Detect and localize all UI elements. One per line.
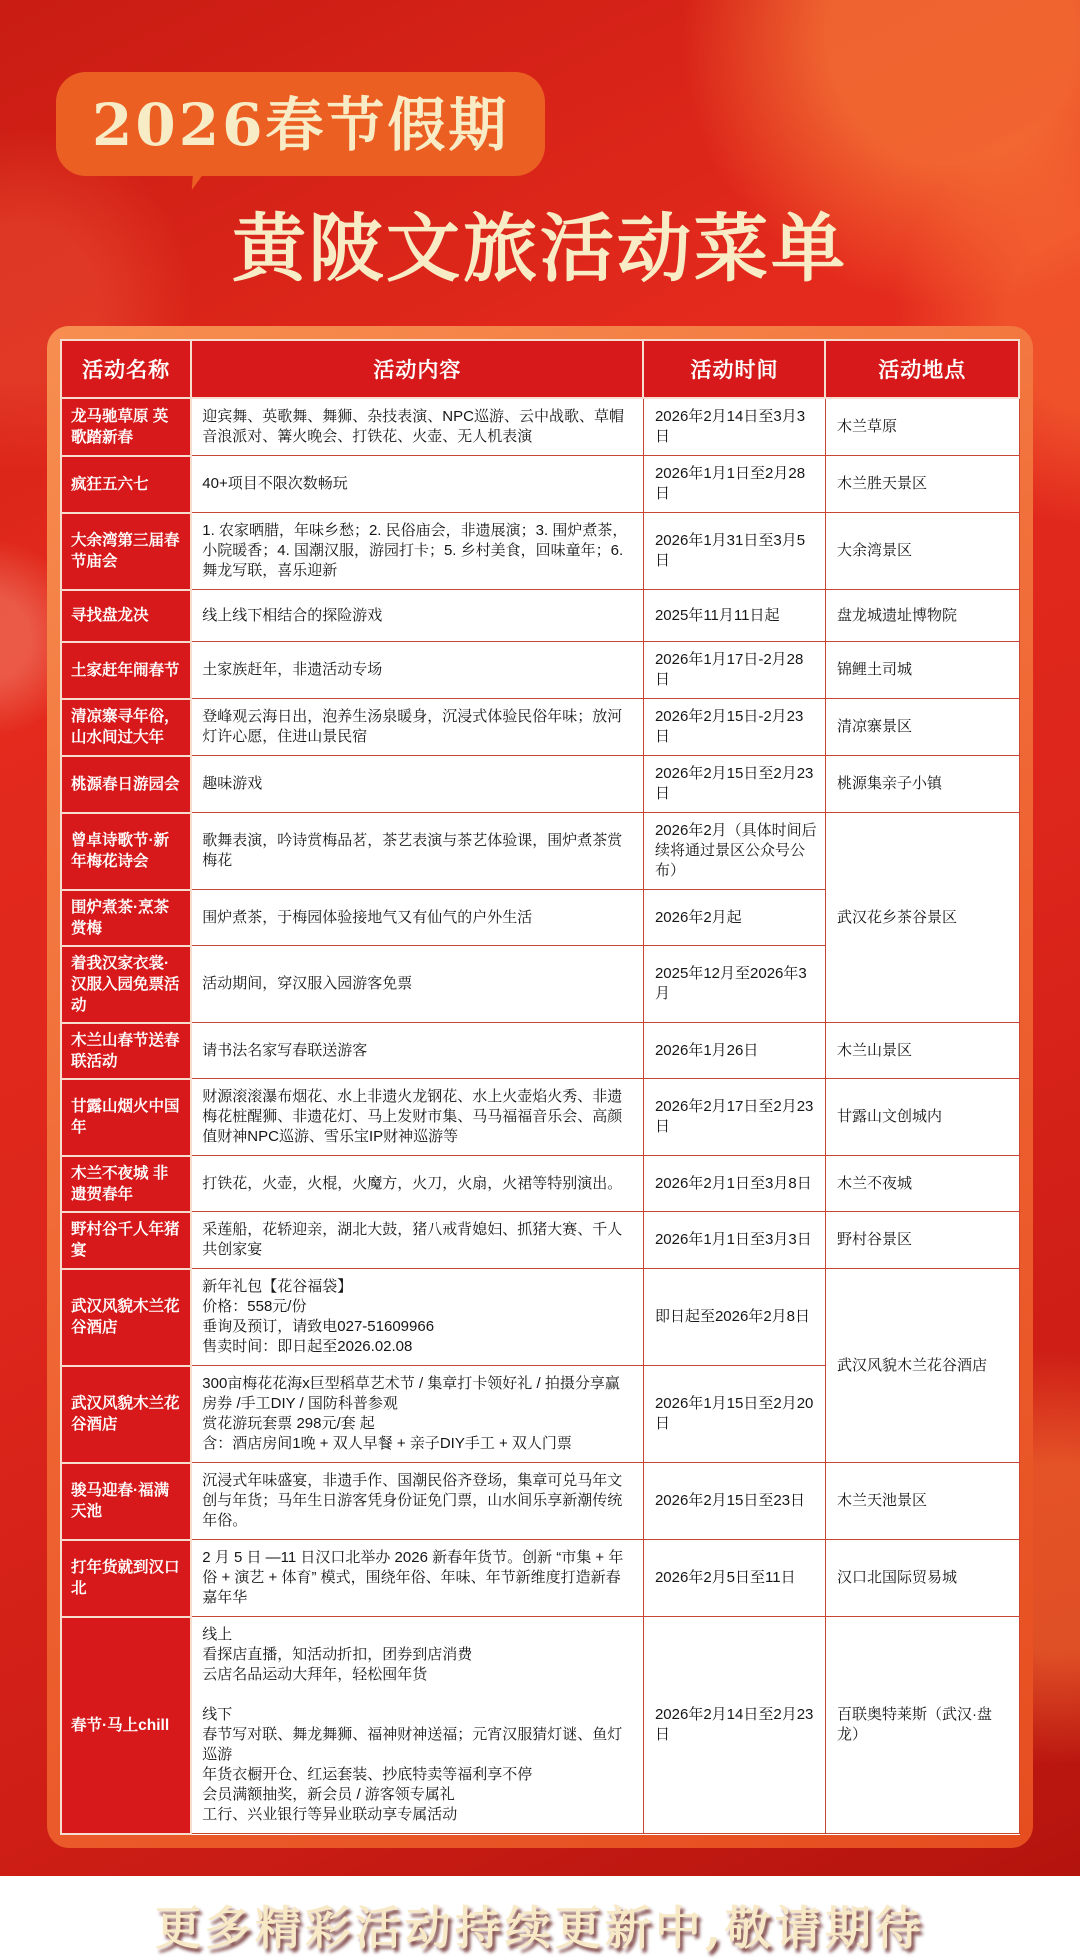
activity-name-cell: 桃源春日游园会 bbox=[61, 756, 191, 813]
content-line: 40+项目不限次数畅玩 bbox=[202, 475, 348, 492]
activity-content-cell bbox=[191, 590, 643, 642]
content-line: 售卖时间：即日起至2026.02.08 bbox=[202, 1338, 413, 1355]
content-line: 新年礼包【花谷福袋】 bbox=[202, 1278, 353, 1295]
table-body bbox=[61, 398, 1019, 1834]
activity-content-cell bbox=[191, 890, 643, 946]
activity-content-cell bbox=[191, 1212, 643, 1269]
column-header: 活动地点 bbox=[825, 340, 1019, 398]
activity-location-cell: 百联奥特莱斯（武汉·盘龙） bbox=[825, 1617, 1019, 1834]
activity-location-cell: 锦鲤土司城 bbox=[825, 642, 1019, 699]
activity-name-cell: 曾卓诗歌节·新年梅花诗会 bbox=[61, 813, 191, 890]
content-line: 含：酒店房间1晚 + 双人早餐 + 亲子DIY手工 + 双人门票 bbox=[202, 1435, 572, 1452]
activity-time-cell: 2026年1月1日至3月3日 bbox=[643, 1212, 825, 1269]
activity-time-cell: 2026年2月14日至3月3日 bbox=[643, 398, 825, 456]
table-row bbox=[61, 513, 1019, 590]
content-line: 1. 农家晒腊，年味乡愁；2. 民俗庙会，非遗展演；3. 围炉煮茶，小院暖香；4. 国潮汉服，游园打卡；5. 乡村美食，回味童年；6. 舞龙写联，喜乐迎新 bbox=[202, 522, 628, 579]
title-block bbox=[0, 0, 1080, 176]
content-line: 线上 bbox=[202, 1626, 233, 1643]
activity-time-cell: 2026年2月（具体时间后续将通过景区公众号公布） bbox=[643, 813, 825, 890]
content-line: 请书法名家写春联送游客 bbox=[202, 1041, 368, 1059]
content-line: 打铁花，火壶，火棍，火魔方，火刀，火扇，火裙等特别演出。 bbox=[202, 1174, 623, 1192]
activity-table bbox=[60, 339, 1020, 1835]
activity-content-cell bbox=[191, 1540, 643, 1617]
activity-location-cell: 木兰山景区 bbox=[825, 1023, 1019, 1079]
table-row bbox=[61, 813, 1019, 890]
activity-content-cell bbox=[191, 813, 643, 890]
activity-name-cell: 木兰山春节送春联活动 bbox=[61, 1023, 191, 1079]
activity-location-cell: 武汉花乡茶谷景区 bbox=[825, 813, 1019, 1023]
content-line: 趣味游戏 bbox=[202, 775, 263, 792]
activity-name-cell: 土家赶年闹春节 bbox=[61, 642, 191, 699]
activity-time-cell: 2026年1月31日至3月5日 bbox=[643, 513, 825, 590]
activity-time-cell: 即日起至2026年2月8日 bbox=[643, 1269, 825, 1366]
table-row bbox=[61, 1212, 1019, 1269]
content-line: 垂询及预订，请致电027-51609966 bbox=[202, 1318, 435, 1335]
activity-name-cell: 着我汉家衣裳·汉服入园免票活动 bbox=[61, 946, 191, 1023]
activity-content-cell bbox=[191, 1463, 643, 1540]
table-row bbox=[61, 1617, 1019, 1834]
activity-location-cell: 汉口北国际贸易城 bbox=[825, 1540, 1019, 1617]
table-row bbox=[61, 1023, 1019, 1079]
activity-content-cell bbox=[191, 513, 643, 590]
activity-time-cell: 2026年1月15日至2月20日 bbox=[643, 1366, 825, 1463]
content-line: 工行、兴业银行等异业联动享专属活动 bbox=[202, 1806, 458, 1823]
content-line: 线下 bbox=[202, 1706, 233, 1723]
activity-time-cell: 2026年1月17日-2月28日 bbox=[643, 642, 825, 699]
content-line: 2 月 5 日 —11 日汉口北举办 2026 新春年货节。创新 “市集 + 年俗 + 演艺 + 体育” 模式，围绕年俗、年味、年节新维度打造新春嘉年华 bbox=[202, 1549, 624, 1606]
content-line: 土家族赶年，非遗活动专场 bbox=[202, 661, 383, 678]
activity-table-frame bbox=[47, 326, 1033, 1848]
activity-name-cell: 疯狂五六七 bbox=[61, 456, 191, 513]
activity-name-cell: 大余湾第三届春节庙会 bbox=[61, 513, 191, 590]
activity-name-cell: 武汉风貌木兰花谷酒店 bbox=[61, 1366, 191, 1463]
content-line: 围炉煮茶，于梅园体验接地气又有仙气的户外生活 bbox=[202, 908, 533, 926]
activity-content-cell bbox=[191, 1269, 643, 1366]
table-header bbox=[61, 340, 1019, 398]
content-line: 迎宾舞、英歌舞、舞狮、杂技表演、NPC巡游、云中战歌、草帽音浪派对、篝火晚会、打铁花、火壶、无人机表演 bbox=[202, 408, 624, 445]
footer-text: 更多精彩活动持续更新中,敬请期待 bbox=[154, 1900, 925, 1955]
activity-time-cell: 2026年1月26日 bbox=[643, 1023, 825, 1079]
activity-location-cell: 武汉风貌木兰花谷酒店 bbox=[825, 1269, 1019, 1463]
activity-content-cell bbox=[191, 1617, 643, 1834]
table-row bbox=[61, 590, 1019, 642]
content-line: 登峰观云海日出，泡养生汤泉暖身，沉浸式体验民俗年味；放河灯许心愿，住进山景民宿 bbox=[202, 708, 623, 745]
content-line: 活动期间，穿汉服入园游客免票 bbox=[202, 975, 413, 992]
activity-time-cell: 2026年2月15日至23日 bbox=[643, 1463, 825, 1540]
activity-content-cell bbox=[191, 1366, 643, 1463]
content-line: 会员满额抽奖，新会员 / 游客领专属礼 bbox=[202, 1786, 455, 1803]
activity-content-cell bbox=[191, 946, 643, 1023]
activity-content-cell bbox=[191, 456, 643, 513]
activity-content-cell bbox=[191, 1156, 643, 1212]
activity-location-cell: 桃源集亲子小镇 bbox=[825, 756, 1019, 813]
activity-name-cell: 打年货就到汉口北 bbox=[61, 1540, 191, 1617]
table-header-row bbox=[61, 340, 1019, 398]
content-line: 线上线下相结合的探险游戏 bbox=[202, 606, 383, 624]
table-row bbox=[61, 1540, 1019, 1617]
activity-time-cell: 2026年2月15日至2月23日 bbox=[643, 756, 825, 813]
activity-name-cell: 武汉风貌木兰花谷酒店 bbox=[61, 1269, 191, 1366]
table-row bbox=[61, 398, 1019, 456]
column-header: 活动时间 bbox=[643, 340, 825, 398]
activity-location-cell: 木兰不夜城 bbox=[825, 1156, 1019, 1212]
page-title: 黄陂文旅活动菜单 bbox=[232, 206, 848, 292]
content-line: 300亩梅花花海x巨型稻草艺术节 / 集章打卡领好礼 / 拍摄分享赢房券 /手工DIY / 国防科普参观 bbox=[202, 1375, 620, 1412]
activity-time-cell: 2026年2月5日至11日 bbox=[643, 1540, 825, 1617]
activity-name-cell: 清凉寨寻年俗，山水间过大年 bbox=[61, 699, 191, 756]
content-line: 看探店直播，知活动折扣，团券到店消费 bbox=[202, 1646, 473, 1663]
table-row bbox=[61, 756, 1019, 813]
activity-time-cell: 2026年2月17日至2月23日 bbox=[643, 1079, 825, 1156]
activity-location-cell: 甘露山文创城内 bbox=[825, 1079, 1019, 1156]
content-line: 价格：558元/份 bbox=[202, 1298, 307, 1315]
content-line: 财源滚滚瀑布烟花、水上非遗火龙钢花、水上火壶焰火秀、非遗梅花桩醒狮、非遗花灯、马上发财市集、马马福福音乐会、高颜值财神NPC巡游、雪乐宝IP财神巡游等 bbox=[202, 1088, 623, 1145]
activity-time-cell: 2026年1月1日至2月28日 bbox=[643, 456, 825, 513]
activity-content-cell bbox=[191, 1023, 643, 1079]
activity-name-cell: 木兰不夜城 非遗贺春年 bbox=[61, 1156, 191, 1212]
activity-time-cell: 2025年12月至2026年3月 bbox=[643, 946, 825, 1023]
activity-location-cell: 木兰天池景区 bbox=[825, 1463, 1019, 1540]
content-line bbox=[202, 1685, 633, 1705]
activity-name-cell: 甘露山烟火中国年 bbox=[61, 1079, 191, 1156]
activity-time-cell: 2025年11月11日起 bbox=[643, 590, 825, 642]
activity-time-cell: 2026年2月1日至3月8日 bbox=[643, 1156, 825, 1212]
activity-location-cell: 野村谷景区 bbox=[825, 1212, 1019, 1269]
table-row bbox=[61, 1156, 1019, 1212]
activity-content-cell bbox=[191, 642, 643, 699]
table-row bbox=[61, 456, 1019, 513]
activity-location-cell: 盘龙城遗址博物院 bbox=[825, 590, 1019, 642]
activity-content-cell bbox=[191, 756, 643, 813]
table-row bbox=[61, 1079, 1019, 1156]
activity-name-cell: 龙马驰草原 英歌踏新春 bbox=[61, 398, 191, 456]
column-header: 活动内容 bbox=[191, 340, 643, 398]
activity-location-cell: 木兰草原 bbox=[825, 398, 1019, 456]
table-row bbox=[61, 1463, 1019, 1540]
title-bubble bbox=[56, 72, 545, 176]
activity-name-cell: 骏马迎春·福满天池 bbox=[61, 1463, 191, 1540]
content-line: 年货衣橱开仓、红运套装、抄底特卖等福利享不停 bbox=[202, 1766, 533, 1783]
activity-name-cell: 寻找盘龙决 bbox=[61, 590, 191, 642]
content-line: 采莲船，花轿迎亲，湖北大鼓，猪八戒背媳妇、抓猪大赛、千人共创家宴 bbox=[202, 1221, 623, 1258]
activity-content-cell bbox=[191, 398, 643, 456]
activity-content-cell bbox=[191, 1079, 643, 1156]
activity-name-cell: 野村谷千人年猪宴 bbox=[61, 1212, 191, 1269]
content-line: 歌舞表演，吟诗赏梅品茗，茶艺表演与茶艺体验课，围炉煮茶赏梅花 bbox=[202, 832, 623, 869]
activity-time-cell: 2026年2月起 bbox=[643, 890, 825, 946]
activity-location-cell: 大余湾景区 bbox=[825, 513, 1019, 590]
content-line: 赏花游玩套票 298元/套 起 bbox=[202, 1415, 375, 1432]
activity-content-cell bbox=[191, 699, 643, 756]
activity-name-cell: 围炉煮茶·烹茶赏梅 bbox=[61, 890, 191, 946]
title-badge: 2026春节假期 bbox=[92, 91, 510, 159]
activity-location-cell: 清凉寨景区 bbox=[825, 699, 1019, 756]
content-line: 沉浸式年味盛宴，非遗手作、国潮民俗齐登场，集章可兑马年文创与年货；马年生日游客凭身份证免门票，山水间乐享新潮传统年俗。 bbox=[202, 1472, 623, 1529]
table-row bbox=[61, 699, 1019, 756]
column-header: 活动名称 bbox=[61, 340, 191, 398]
activity-name-cell: 春节·马上chill bbox=[61, 1617, 191, 1834]
table-row bbox=[61, 642, 1019, 699]
activity-time-cell: 2026年2月14日至2月23日 bbox=[643, 1617, 825, 1834]
activity-location-cell: 木兰胜天景区 bbox=[825, 456, 1019, 513]
content-line: 春节写对联、舞龙舞狮、福神财神送福；元宵汉服猜灯谜、鱼灯巡游 bbox=[202, 1726, 623, 1763]
activity-time-cell: 2026年2月15日-2月23日 bbox=[643, 699, 825, 756]
table-row bbox=[61, 1269, 1019, 1366]
content-line: 云店名品运动大拜年，轻松囤年货 bbox=[202, 1666, 428, 1683]
